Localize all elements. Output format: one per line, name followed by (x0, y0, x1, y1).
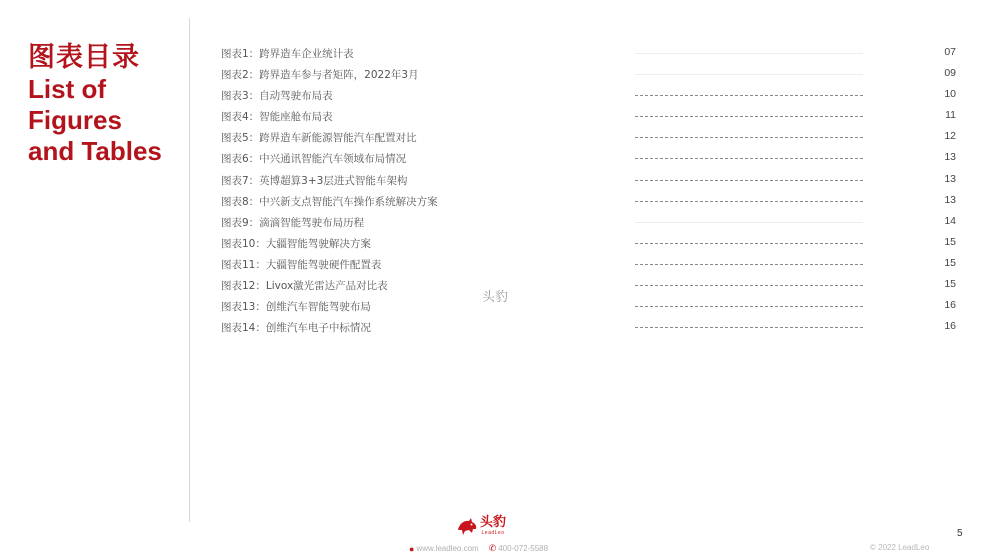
toc-leader-line (635, 180, 863, 181)
toc-page-number: 13 (944, 193, 956, 206)
brand-logo (456, 516, 506, 536)
website-link[interactable]: www.leadleo.com (416, 544, 479, 553)
toc-item-label: 图表6：中兴通讯智能汽车领域布局情况 (221, 153, 407, 166)
toc-leader-line (635, 201, 863, 202)
phone-number: 400-072-5588 (498, 544, 549, 553)
toc-page-number: 10 (944, 88, 956, 101)
toc-row[interactable] (221, 234, 956, 255)
toc-page-number: 16 (944, 299, 956, 312)
logo-text-cn: 头豹 (480, 515, 507, 530)
toc-item-label: 图表14：创维汽车电子中标情况 (221, 322, 371, 335)
logo-text-en: LeadLeo (481, 530, 505, 536)
toc-item-label: 图表8：中兴新支点智能汽车操作系统解决方案 (221, 195, 438, 208)
toc-row[interactable] (221, 192, 956, 213)
toc-row[interactable] (221, 65, 956, 86)
toc-item-label: 图表3：自动驾驶布局表 (221, 90, 333, 103)
phone-icon: ✆ (488, 543, 497, 553)
title-english-line-1: List of (28, 74, 106, 104)
toc-item-label: 图表5：跨界造车新能源智能汽车配置对比 (221, 132, 417, 145)
toc-leader-line (635, 222, 863, 223)
toc-page-number: 16 (944, 320, 956, 333)
toc-leader-line (635, 306, 863, 307)
toc-page-number: 13 (944, 151, 956, 164)
toc-leader-line (635, 158, 863, 159)
copyright: © 2022 LeadLeo (870, 543, 930, 552)
toc-leader-line (635, 327, 863, 328)
vertical-divider (189, 18, 190, 522)
toc-row[interactable] (221, 149, 956, 170)
toc-page-number: 11 (945, 109, 956, 122)
toc-item-label: 图表7：英博超算3+3层进式智能车架构 (221, 174, 408, 187)
table-of-contents (221, 44, 956, 339)
toc-leader-line (635, 264, 863, 265)
toc-leader-line (635, 285, 863, 286)
toc-page-number: 07 (944, 46, 956, 58)
toc-item-label: 图表2：跨界造车参与者矩阵，2022年3月 (221, 69, 419, 82)
toc-row[interactable] (221, 128, 956, 149)
toc-row[interactable] (221, 86, 956, 107)
toc-leader-line (635, 137, 863, 138)
toc-item-label: 图表9：滴滴智能驾驶布局历程 (221, 216, 365, 229)
toc-item-label: 图表4：智能座舱布局表 (221, 111, 333, 124)
toc-page-number: 15 (944, 278, 956, 291)
page-number: 5 (957, 528, 963, 539)
title-english-line-2: Figures (28, 105, 122, 135)
toc-row[interactable] (221, 213, 956, 234)
toc-row[interactable] (221, 107, 956, 128)
toc-item-label: 图表12：Livox激光雷达产品对比表 (221, 280, 388, 293)
toc-leader-line (635, 95, 863, 96)
toc-row[interactable] (221, 44, 956, 65)
toc-leader-line (635, 53, 863, 54)
toc-item-label: 图表11：大疆智能驾驶硬件配置表 (221, 258, 382, 271)
toc-row[interactable] (221, 171, 956, 192)
toc-row[interactable] (221, 276, 956, 297)
toc-leader-line (635, 74, 863, 75)
watermark: 头豹 (482, 290, 509, 305)
toc-row[interactable] (221, 297, 956, 318)
toc-row[interactable] (221, 318, 956, 339)
toc-item-label: 图表10：大疆智能驾驶解决方案 (221, 237, 371, 250)
toc-item-label: 图表1：跨界造车企业统计表 (221, 48, 354, 60)
toc-page-number: 09 (944, 67, 956, 80)
toc-leader-line (635, 243, 863, 244)
toc-page-number: 13 (944, 172, 956, 185)
title-block (28, 42, 178, 167)
footer-contact (409, 543, 548, 554)
title-chinese: 图表目录 (28, 42, 140, 73)
toc-item-label: 图表13：创维汽车智能驾驶布局 (221, 301, 371, 314)
toc-page-number: 12 (944, 130, 956, 143)
toc-page-number: 15 (944, 256, 956, 269)
toc-page-number: 14 (944, 214, 956, 227)
title-english-line-3: and Tables (28, 136, 162, 166)
toc-page-number: 15 (944, 235, 956, 248)
leopard-logo-icon (456, 516, 478, 536)
globe-icon: ● (409, 543, 415, 554)
toc-row[interactable] (221, 255, 956, 276)
toc-leader-line (635, 116, 863, 117)
